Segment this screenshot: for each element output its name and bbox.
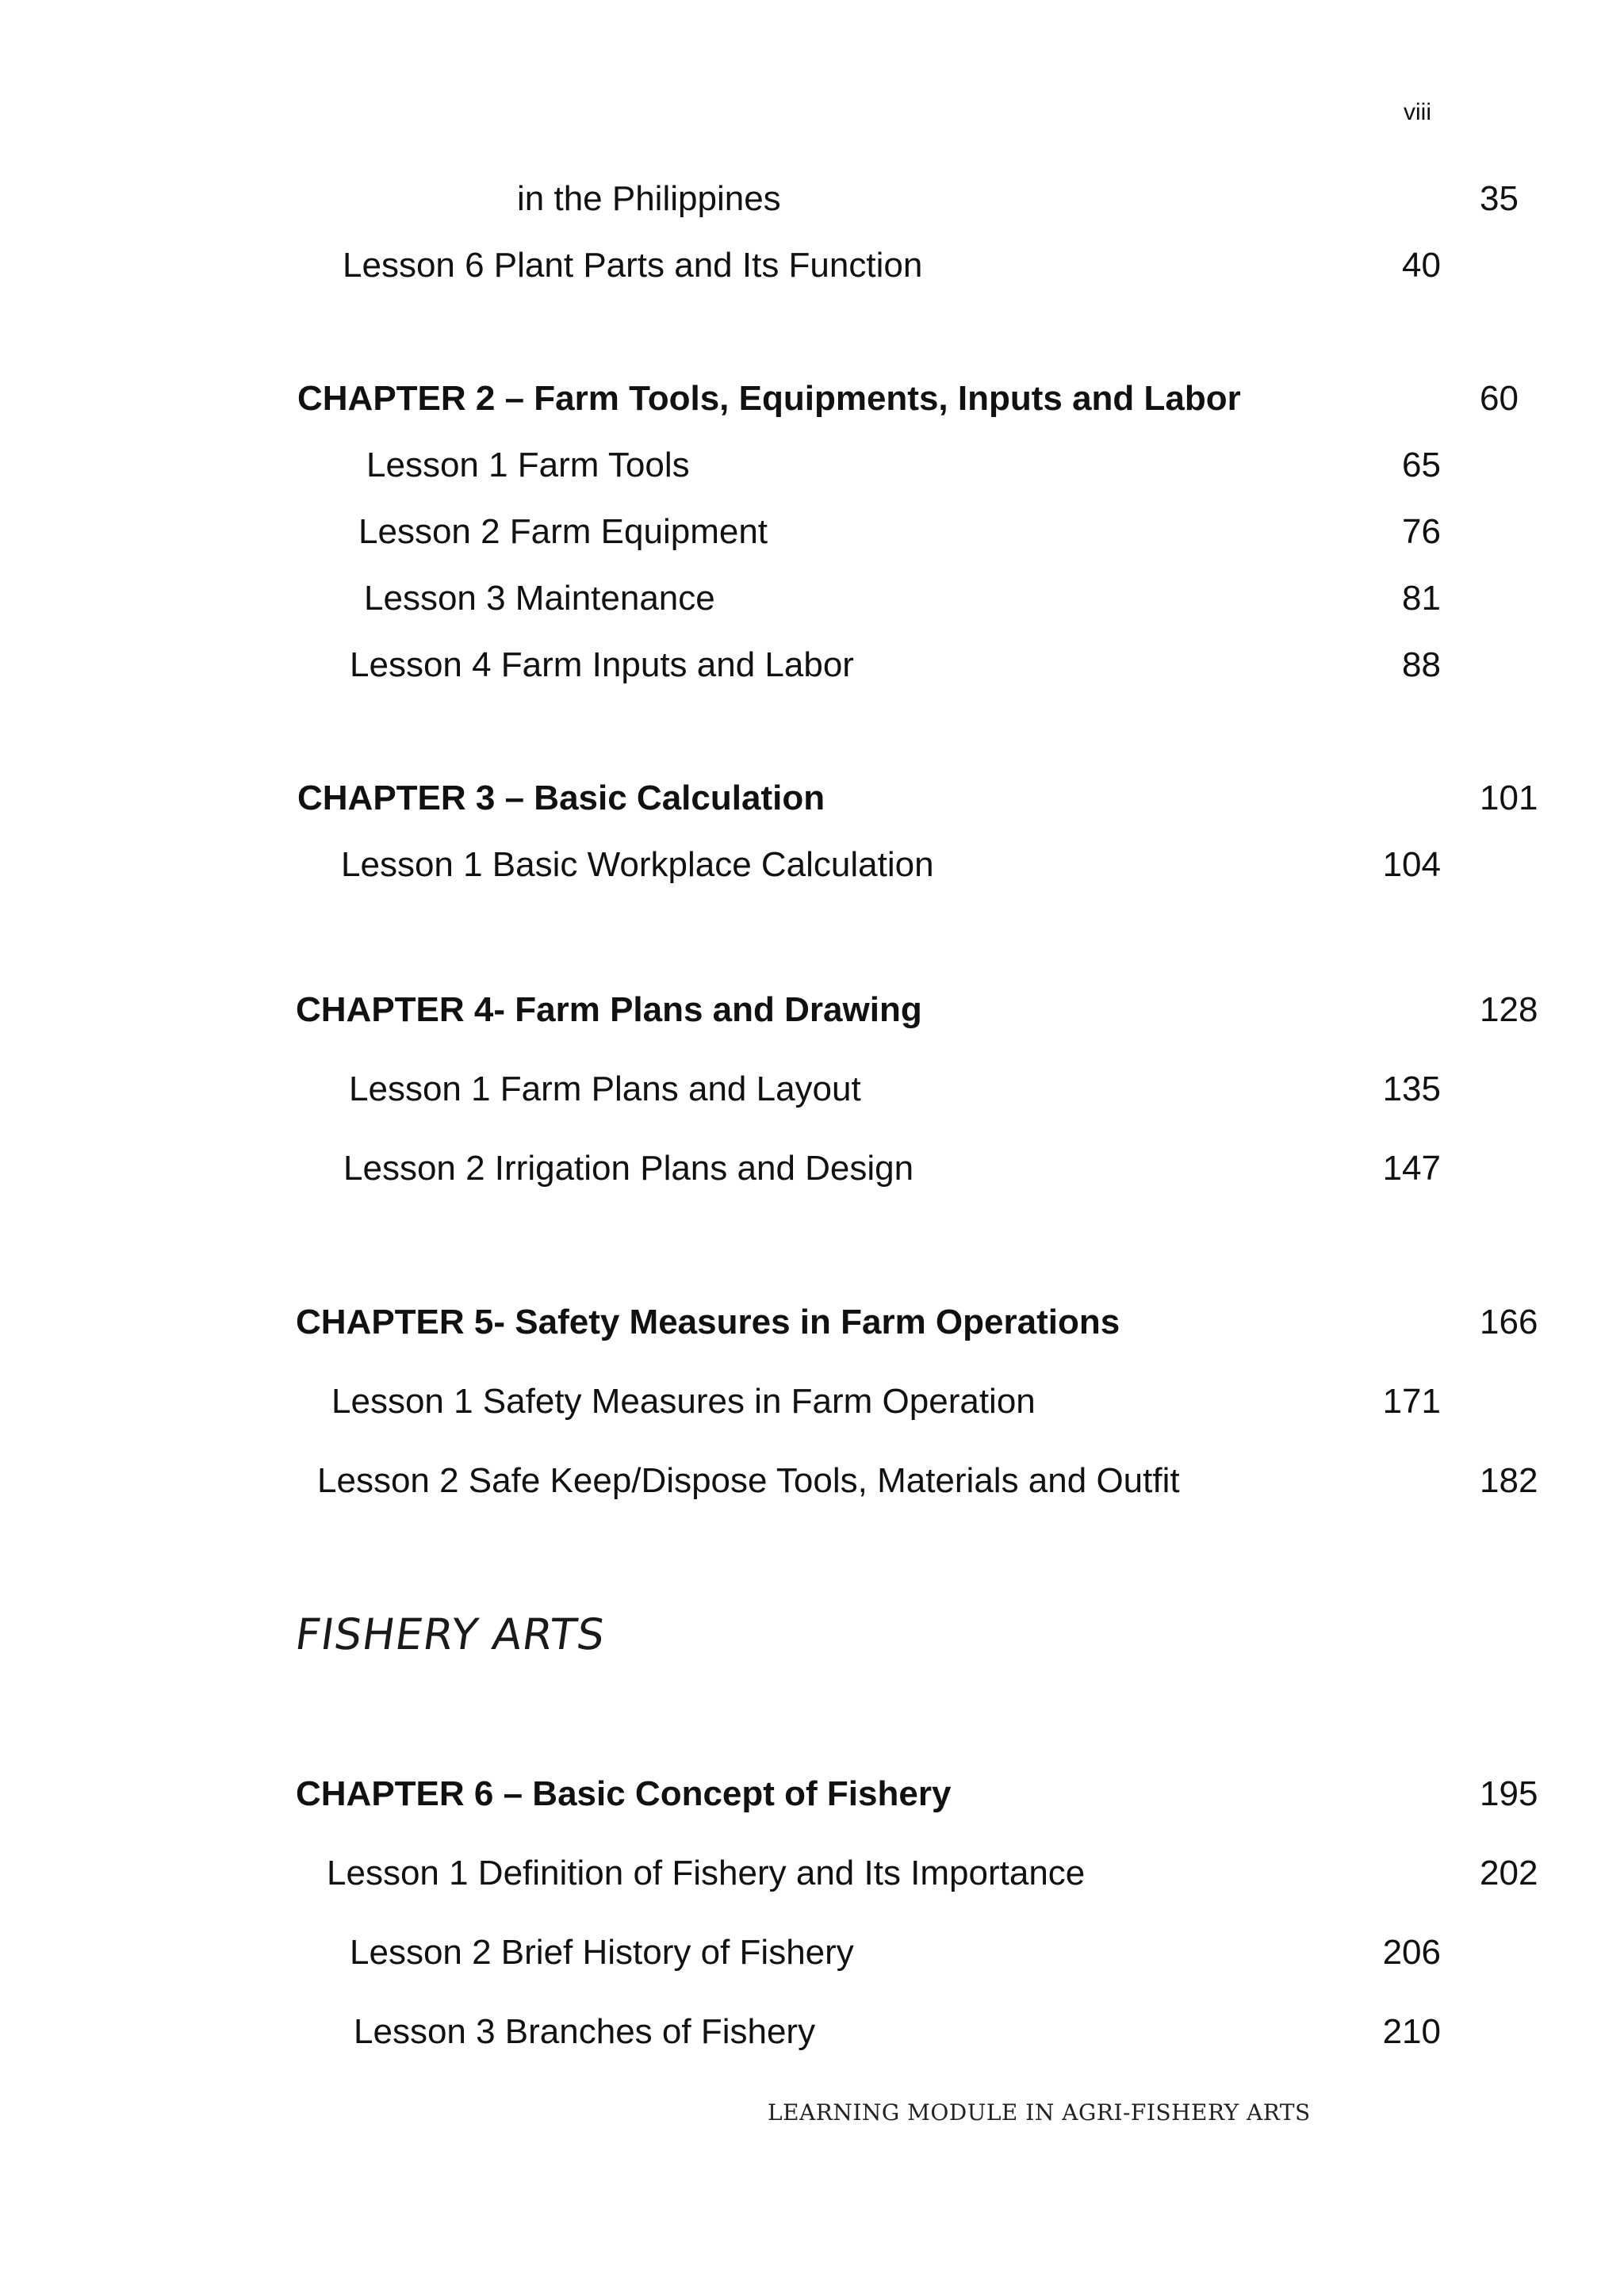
toc-entry-title: Lesson 1 Farm Tools [366, 446, 690, 484]
chapter-page: 101 [1480, 779, 1538, 817]
toc-entry-page: 210 [1382, 2012, 1441, 2051]
toc-entry-page: 182 [1480, 1461, 1538, 1500]
toc-entry-title: Lesson 1 Definition of Fishery and Its Importance [327, 1854, 1086, 1892]
toc-entry-title: Lesson 1 Safety Measures in Farm Operation [331, 1382, 1036, 1421]
chapter-page: 166 [1480, 1303, 1538, 1341]
toc-entry-page: 35 [1480, 179, 1519, 218]
toc-entry-page: 81 [1402, 579, 1441, 618]
toc-entry-title: Lesson 4 Farm Inputs and Labor [350, 645, 854, 684]
section-heading: FISHERY ARTS [292, 1609, 609, 1659]
toc-entry-page: 65 [1402, 446, 1441, 484]
chapter-page: 195 [1480, 1774, 1538, 1813]
toc-entry-page: 104 [1382, 845, 1441, 884]
toc-entry-title: Lesson 1 Farm Plans and Layout [349, 1070, 861, 1108]
toc-entry-page: 76 [1402, 512, 1441, 551]
toc-entry-title: Lesson 6 Plant Parts and Its Function [343, 246, 923, 285]
toc-entry-page: 88 [1402, 645, 1441, 684]
toc-entry-page: 147 [1382, 1149, 1441, 1188]
chapter-page: 128 [1480, 990, 1538, 1029]
toc-entry-title: Lesson 2 Safe Keep/Dispose Tools, Materials and Outfit [317, 1461, 1180, 1500]
toc-entry-title: Lesson 1 Basic Workplace Calculation [341, 845, 934, 884]
footer-title: LEARNING MODULE IN AGRI-FISHERY ARTS [768, 2099, 1311, 2126]
toc-entry-title: Lesson 3 Branches of Fishery [354, 2012, 816, 2051]
toc-entry-title: Lesson 2 Irrigation Plans and Design [343, 1149, 914, 1188]
toc-entry-page: 202 [1480, 1854, 1538, 1892]
toc-entry-page: 171 [1382, 1382, 1441, 1421]
chapter-heading: CHAPTER 6 – Basic Concept of Fishery [296, 1774, 952, 1813]
chapter-heading: CHAPTER 5- Safety Measures in Farm Operations [296, 1303, 1120, 1341]
page-number: viii [1404, 99, 1431, 125]
chapter-heading: CHAPTER 4- Farm Plans and Drawing [296, 990, 922, 1029]
toc-entry-page: 40 [1402, 246, 1441, 285]
chapter-heading: CHAPTER 2 – Farm Tools, Equipments, Inputs and Labor [297, 379, 1241, 418]
toc-entry-page: 206 [1382, 1933, 1441, 1972]
toc-entry-title: in the Philippines [517, 179, 781, 218]
chapter-page: 60 [1480, 379, 1519, 418]
chapter-heading: CHAPTER 3 – Basic Calculation [297, 779, 825, 817]
toc-entry-page: 135 [1382, 1070, 1441, 1108]
toc-entry-title: Lesson 2 Farm Equipment [358, 512, 768, 551]
toc-entry-title: Lesson 2 Brief History of Fishery [350, 1933, 854, 1972]
toc-entry-title: Lesson 3 Maintenance [364, 579, 715, 618]
